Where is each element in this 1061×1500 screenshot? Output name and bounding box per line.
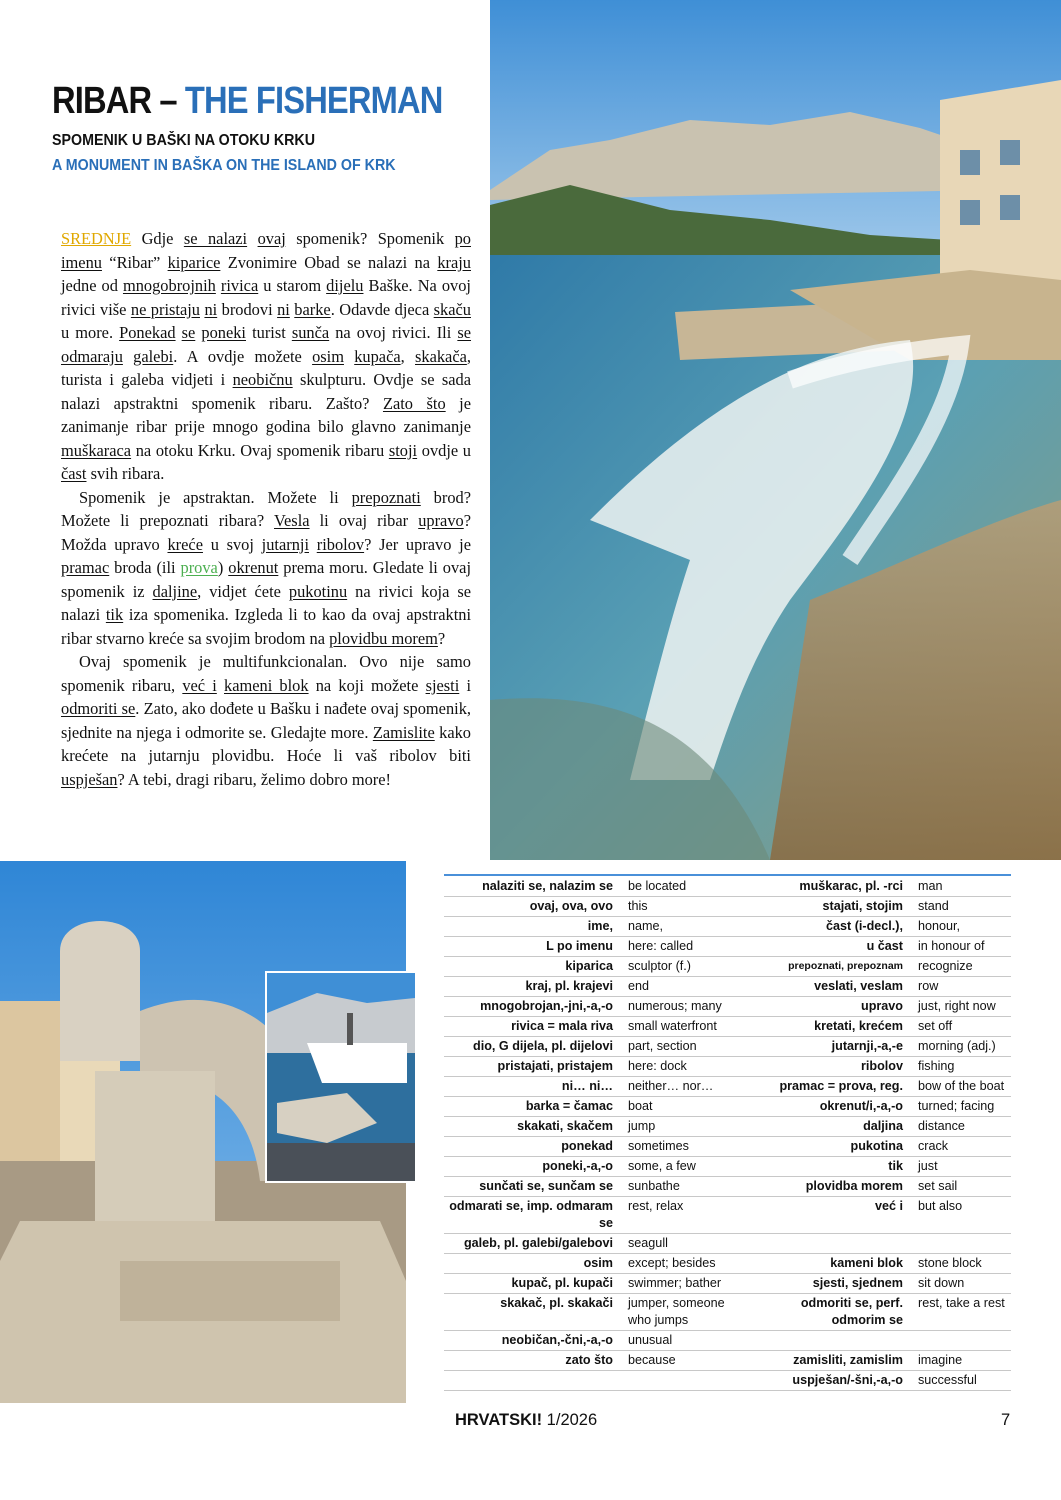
english-meaning [907,1234,1011,1254]
croatian-term: okrenut/i,-a,-o [747,1097,907,1117]
english-meaning: because [617,1351,747,1371]
croatian-term: ovaj, ova, ovo [444,897,617,917]
croatian-term: muškarac, pl. -rci [747,877,907,897]
croatian-term: daljina [747,1117,907,1137]
croatian-term [747,1331,907,1351]
text-run: u more. [61,323,120,342]
vocab-word: uspješan [61,769,118,789]
croatian-term: sjesti, sjednem [747,1274,907,1294]
table-row [444,897,1011,917]
vocab-word: barke [294,299,331,319]
english-meaning: just, right now [907,997,1011,1017]
vocab-word: dijelu [326,276,364,295]
english-meaning: end [617,977,747,997]
text-run: “Ribar” [101,252,168,272]
vocab-word: plovidbu morem [329,628,438,648]
croatian-term: kameni blok [747,1254,907,1274]
text-run [309,535,317,554]
english-meaning: some, a few [617,1157,747,1177]
text-run: svih ribara. [86,464,165,483]
subtitle-croatian: SPOMENIK U BAŠKI NA OTOKU KRKU [52,132,316,149]
croatian-term: odmoriti se, perf. odmorim se [747,1294,907,1331]
vocab-word: stoji [388,440,418,460]
english-meaning: here: called [617,937,747,957]
croatian-term [444,1371,617,1391]
english-meaning: imagine [907,1351,1011,1371]
table-top-rule [444,874,1011,876]
vocab-word: neobičnu [232,370,293,389]
croatian-term: rivica = mala riva [444,1017,617,1037]
vocab-word: kreće [167,534,203,554]
croatian-term: barka = čamac [444,1097,617,1117]
text-run: na otoku Krku. Ovaj spomenik ribaru [131,440,389,460]
croatian-term: već i [747,1197,907,1234]
english-meaning: numerous; many [617,997,747,1017]
vocab-word: se odmaraju [61,323,472,366]
page-title: RIBAR – THE FISHERMAN [52,80,443,122]
table-row [444,997,1011,1017]
croatian-term: pukotina [747,1137,907,1157]
text-run: broda (ili [109,558,181,577]
english-meaning: be located [617,877,747,897]
text-run: , turista i galeba vidjeti i [61,346,471,389]
english-meaning: here: dock [617,1057,747,1077]
english-meaning: but also [907,1197,1011,1234]
vocab-word: Zamislite [372,722,435,742]
english-meaning: jump [617,1117,747,1137]
text-run: ? Jer upravo je [364,534,471,554]
table-row [444,1234,1011,1254]
text-run: ? A tebi, dragi ribaru, želimo dobro more! [117,769,392,789]
english-meaning: turned; facing [907,1097,1011,1117]
text-run: Zvonimire Obad se nalazi na [220,252,438,272]
text-run: ) [217,558,229,577]
english-meaning: rest, relax [617,1197,747,1234]
table-row [444,1117,1011,1137]
croatian-term: osim [444,1254,617,1274]
footer-magazine: HRVATSKI! 1/2026 [455,1411,598,1429]
english-meaning: boat [617,1097,747,1117]
text-run: u starom [258,276,327,295]
table-row [444,1057,1011,1077]
english-meaning: distance [907,1117,1011,1137]
vocab-word: se nalazi [183,229,248,248]
text-run: u svoj [202,534,262,554]
vocab-word: već i [182,675,217,695]
vocab-word: kraju [437,252,471,272]
english-meaning: row [907,977,1011,997]
vocab-word: galebi [133,346,174,366]
croatian-term: plovidba morem [747,1177,907,1197]
vocab-word: rivica [220,276,259,295]
text-run: kako krećete na jutarnju plovidbu. Hoće li vaš ribolov biti [61,722,471,765]
vocab-word: pukotinu [288,581,348,601]
boat-harbour-photo [265,971,417,1183]
table-row [444,1137,1011,1157]
text-run [344,347,354,366]
text-run: prema moru. Gledate li ovaj spomenik iz [61,558,471,601]
sea-waves-photo [490,0,1061,860]
text-run: . Odavde djeca [330,299,434,319]
english-meaning: stone block [907,1254,1011,1274]
text-run: brodovi [217,299,278,319]
croatian-term: kretati, krećem [747,1017,907,1037]
text-run: li ovaj ribar [309,511,419,530]
table-row [444,1331,1011,1351]
english-meaning: man [907,877,1011,897]
table-row [444,1017,1011,1037]
english-meaning: honour, [907,917,1011,937]
text-run: iza spomenika. Izgleda li to kao da ovaj apstraktni ribar stvarno kreće sa svojim brodom na [61,605,471,648]
table-row [444,937,1011,957]
english-meaning: name, [617,917,747,937]
croatian-term: skakač, pl. skakači [444,1294,617,1331]
croatian-term: jutarnji,-a,-e [747,1037,907,1057]
text-run: , vidjet ćete [197,581,289,601]
vocabulary-table [444,874,1011,1391]
english-meaning [907,1331,1011,1351]
table-row [444,1351,1011,1371]
text-run: turist [246,323,292,342]
croatian-term: ponekad [444,1137,617,1157]
article-body [61,227,471,791]
english-meaning: morning (adj.) [907,1037,1011,1057]
croatian-term: galeb, pl. galebi/galebovi [444,1234,617,1254]
croatian-term: ni… ni… [444,1077,617,1097]
croatian-term: uspješan/-šni,-a,-o [747,1371,907,1391]
vocab-word: muškaraca [61,440,132,460]
english-meaning: unusual [617,1331,747,1351]
vocab-word: skakača [415,346,467,366]
english-meaning: small waterfront [617,1017,747,1037]
croatian-term: kraj, pl. krajevi [444,977,617,997]
croatian-term: neobičan,-čni,-a,-o [444,1331,617,1351]
vocab-word: upravo [418,511,464,530]
croatian-term [747,1234,907,1254]
text-run: ? [437,628,446,648]
croatian-term: zato što [444,1351,617,1371]
vocab-word: skaču [433,299,471,319]
table-row [444,1294,1011,1331]
vocab-word: kiparice [167,252,221,272]
croatian-term: nalaziti se, nalazim se [444,877,617,897]
english-meaning: sometimes [617,1137,747,1157]
vocab-word: ribolov [316,534,365,554]
english-meaning: jumper, someone who jumps [617,1294,747,1331]
vocab-word: odmoriti se [61,699,136,718]
english-meaning: rest, take a rest [907,1294,1011,1331]
table-row [444,1177,1011,1197]
croatian-term: stajati, stojim [747,897,907,917]
table-row [444,877,1011,897]
english-meaning: sit down [907,1274,1011,1294]
vocab-word: osim [312,346,344,366]
table-row [444,957,1011,977]
text-run: spomenik? Spomenik [285,229,455,248]
english-meaning: bow of the boat [907,1077,1011,1097]
vocab-word: pramac [61,558,110,577]
vocab-word: ne pristaju [130,299,200,319]
croatian-term: kupač, pl. kupači [444,1274,617,1294]
english-meaning: set sail [907,1177,1011,1197]
croatian-term: skakati, skačem [444,1117,617,1137]
vocab-word: sjesti [425,675,460,695]
paragraph-3 [61,650,471,791]
vocab-word: ni [277,299,290,319]
paragraph-2 [61,486,471,651]
text-run: na rivici koja se nalazi [61,581,471,624]
table-row [444,917,1011,937]
vocab-word: poneki [201,323,246,342]
croatian-term: odmarati se, imp. odmaram se [444,1197,617,1234]
english-meaning: fishing [907,1057,1011,1077]
vocab-word: sunča [291,323,330,342]
text-run: brod? Možete li prepoznati ribara? [61,487,471,530]
english-meaning: set off [907,1017,1011,1037]
croatian-term: ime, [444,917,617,937]
table-row [444,1371,1011,1391]
text-run: skulpturu. Ovdje se sada nalazi apstraktni spomenik ribaru. Zašto? [61,370,471,413]
text-run [123,347,133,366]
vocab-word: kameni blok [224,675,309,695]
english-meaning: sunbathe [617,1177,747,1197]
text-run: . A ovdje možete [173,346,313,366]
text-run: Gdje [131,229,184,248]
croatian-term: zamisliti, zamislim [747,1351,907,1371]
table-row [444,1254,1011,1274]
text-run: i [459,675,471,695]
english-meaning: in honour of [907,937,1011,957]
table-row [444,1077,1011,1097]
table-row [444,1157,1011,1177]
croatian-term: pramac = prova, reg. [747,1077,907,1097]
vocab-word: ovaj [257,229,286,248]
vocab-word: okrenut [228,558,279,577]
english-meaning: this [617,897,747,917]
vocab-word: prepoznati [351,487,421,507]
text-run: . Zato, ako dođete u Bašku i nađete ovaj spomenik, sjednite na njega i odmorite se. Gledajte more. [61,699,472,742]
english-meaning: sculptor (f.) [617,957,747,977]
croatian-term: pristajati, pristajem [444,1057,617,1077]
vocab-word: daljine [152,581,198,601]
english-meaning: seagull [617,1234,747,1254]
vocab-word: Ponekad [119,323,176,342]
english-meaning: neither… nor… [617,1077,747,1097]
text-run: jedne od [61,276,123,295]
table-row [444,1197,1011,1234]
text-run: Baške. Na ovoj rivici više [61,276,471,319]
text-run: Ovaj spomenik je multifunkcionalan. Ovo nije samo spomenik ribaru, [61,652,471,695]
english-meaning: stand [907,897,1011,917]
vocab-word: Vesla [274,511,310,530]
table-row [444,1037,1011,1057]
croatian-term: dio, G dijela, pl. dijelovi [444,1037,617,1057]
english-meaning: swimmer; bather [617,1274,747,1294]
text-run: na ovoj rivici. Ili [329,323,458,342]
text-run [247,229,257,248]
croatian-term: tik [747,1157,907,1177]
croatian-term: kiparica [444,957,617,977]
croatian-term: u čast [747,937,907,957]
level-badge: SREDNJE [61,229,132,248]
vocab-word: jutarnji [261,534,309,554]
text-run: Spomenik je apstraktan. Možete li [79,487,352,507]
vocab-word: kupača [354,346,401,366]
vocab-word: Zato što [382,393,446,413]
croatian-term: čast (i-decl.), [747,917,907,937]
english-meaning: crack [907,1137,1011,1157]
table-row [444,1274,1011,1294]
text-run [217,676,224,695]
croatian-term: ribolov [747,1057,907,1077]
english-meaning: part, section [617,1037,747,1057]
croatian-term: sunčati se, sunčam se [444,1177,617,1197]
croatian-term: mnogobrojan,-jni,-a,-o [444,997,617,1017]
vocab-word: ni [204,299,218,319]
vocab-word: se [181,323,196,342]
vocab-word: po imenu [61,229,471,272]
text-run: na koji možete [308,675,426,695]
subtitle-english: A MONUMENT IN BAŠKA ON THE ISLAND OF KRK [52,157,396,174]
paragraph-1 [61,227,471,486]
vocab-word: mnogobrojnih [122,276,216,295]
english-meaning [617,1371,747,1391]
text-run: ovdje u [417,440,471,460]
croatian-term: L po imenu [444,937,617,957]
vocab-word: čast [61,464,87,483]
text-run: ? Možda upravo [61,511,471,554]
croatian-term: poneki,-a,-o [444,1157,617,1177]
text-run: je zanimanje ribar prije mnogo godina bilo glavno zanimanje [61,393,471,436]
table-row [444,1097,1011,1117]
vocab-word: tik [105,605,124,624]
croatian-term: upravo [747,997,907,1017]
table-row [444,977,1011,997]
english-meaning: except; besides [617,1254,747,1274]
croatian-term: prepoznati, prepoznam [747,957,907,977]
text-run: , [400,346,415,366]
english-meaning: successful [907,1371,1011,1391]
page-number: 7 [1001,1411,1011,1429]
english-meaning: just [907,1157,1011,1177]
english-meaning: recognize [907,957,1011,977]
croatian-term: veslati, veslam [747,977,907,997]
vocab-word: prova [180,558,218,577]
